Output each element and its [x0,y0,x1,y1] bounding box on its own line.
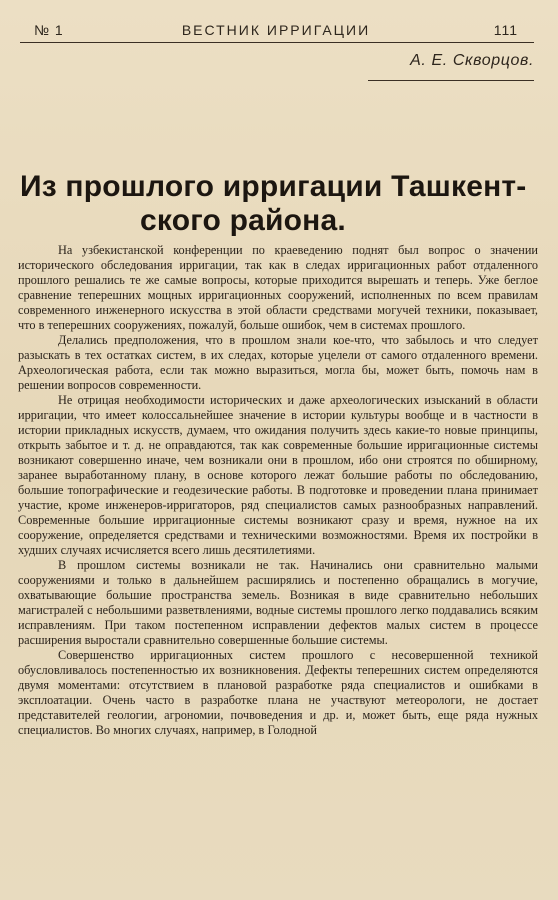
paragraph: Делались предположения, что в прошлом знали кое-что, что забылось и что следует разыскать в тех остатках систем, в их следах, которые уцелели от самого отдаленного времени. Археологическая работа, если так можно выразиться, могла бы, может быть, помочь нам в решении вопросов современности. [18,333,538,392]
journal-title: ВЕСТНИК ИРРИГАЦИИ [181,22,371,38]
paragraph: В прошлом системы возникали не так. Начинались они сравнительно малыми сооружениями и только в дальнейшем расширялись и постепенно обращались в могучие, охватывающие большие пространства земель. Возникая в виде сравнительно небольших магистралей с небольшими разветвлениями, водные системы прошлого легко поддавались всяким исправлениям. При таком постепенном исправлении дефектов малых систем в процессе расширения выростали сравнительно совершенные большие системы. [18,558,538,647]
author-underline [368,80,534,81]
paragraph: Совершенство ирригационных систем прошлого с несовершенной техникой обусловливалось постепенностью их возникновения. Дефекты теперешних систем определяются двумя моментами: отсутствием в плановой разработке ряда специалистов и ошибками в эксплоатации. Очень часто в разработке плана не участвуют метеорологи, не достает представителей геологии, агрономии, почвоведения и др. и, может быть, еще ряда нужных специалистов. Во многих случаях, например, в Голодной [18,648,538,737]
running-header [20,14,532,40]
article-body [18,243,538,738]
header-rule [20,42,534,43]
issue-number: № 1 [34,22,64,38]
paragraph: Не отрицая необходимости исторических и даже археологических изысканий в области ирригации, что имеет колоссальнейшее значение в истории культуры вообще и в частности в истории прикладных искусств, думаем, что ожидания получить здесь какие-то новые принципы, открыть забытое и т. д. не оправдаются, так как современные большие ирригационные системы возникают совершенно иначе, чем возникали они в прошлом, ибо они строятся по обширному, заранее выработанному плану, в основе которого лежат большие работы по обследованию, большие топографические и геодезические работы. В подготовке и проведении плана принимает участие, кроме инженеров-ирригаторов, ряд специалистов самых разнообразных направлений. Современные большие ирригационные системы возникают сразу и время, нужное на их сооружение, определяется средствами и техническими возможностями. Время их постройки в худших случаях исчисляется всего лишь десятилетиями. [18,393,538,557]
page-number: 111 [493,22,518,38]
paragraph: На узбекистанской конференции по краеведению поднят был вопрос о значении исторического обследования ирригации, так как в следах ирригационных работ отдаленного прошлого решались те же самые вопросы, которые приходится вырешать и теперь. Уже беглое сравнение теперешних мощных ирригационных сооружений, исполненных по всем правилам современного инженерного искусства в этой области средствами могучей техники, показывает, что в теперешних сооружениях, пожалуй, больше ошибок, чем в системах прошлого. [18,243,538,332]
title-line-2: ского района. [140,204,346,237]
author-name: А. Е. Скворцов. [410,52,534,69]
title-line-1: Из прошлого ирригации Ташкент- [20,170,527,203]
article-title [20,170,538,238]
